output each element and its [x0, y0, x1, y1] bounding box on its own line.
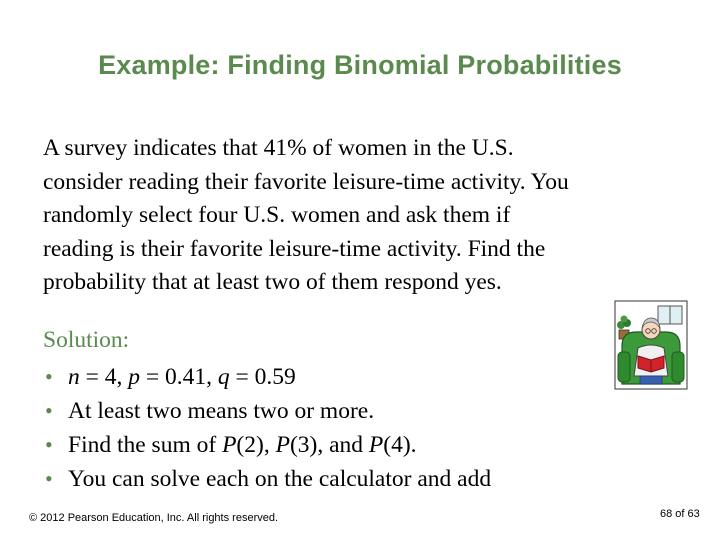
- bullet-marker: •: [45, 364, 53, 389]
- solution-bullet: [43, 462, 491, 496]
- bullet-text: Find the sum of: [68, 432, 223, 458]
- slide-title: Example: Finding Binomial Probabilities: [98, 50, 622, 80]
- problem-line: A survey indicates that 41% of women in the U.S.: [43, 135, 514, 161]
- math-variable: q: [217, 364, 230, 390]
- math-variable: P: [222, 432, 237, 458]
- math-variable: P: [368, 432, 384, 458]
- solution-bullets: [43, 360, 491, 496]
- bullet-text: You can solve each on the calculator and add: [68, 466, 492, 492]
- problem-line: reading is their favorite leisure-time activity. Find the: [43, 235, 546, 262]
- bullet-text: (3), and: [289, 432, 369, 458]
- page-number: 68 of 63: [660, 508, 700, 520]
- bullet-text: At least two means two or more.: [68, 398, 375, 424]
- solution-bullet: [43, 394, 491, 428]
- bullet-text: = 0.41,: [140, 364, 218, 390]
- solution-bullet: [43, 360, 491, 394]
- solution-heading: Solution:: [43, 327, 130, 353]
- bullet-text: (2),: [236, 432, 276, 458]
- bullet-marker: •: [45, 432, 53, 457]
- bullet-text: = 4,: [79, 364, 129, 390]
- problem-line: randomly select four U.S. women and ask them if: [43, 202, 511, 228]
- problem-line: consider reading their favorite leisure-time activity. You: [43, 168, 569, 195]
- copyright-footer: © 2012 Pearson Education, Inc. All rights reserved.: [29, 512, 279, 524]
- math-variable: P: [275, 432, 290, 458]
- woman-reading-book-icon: [614, 300, 688, 390]
- problem-line: probability that at least two of them respond yes.: [43, 269, 502, 295]
- bullet-marker: •: [45, 466, 53, 491]
- problem-statement: [43, 132, 703, 300]
- math-variable: p: [128, 364, 141, 390]
- bullet-text: = 0.59: [229, 364, 296, 390]
- bullet-text: (4).: [383, 432, 417, 458]
- solution-bullet: [43, 428, 491, 462]
- math-variable: n: [68, 364, 80, 390]
- bullet-marker: •: [45, 398, 53, 423]
